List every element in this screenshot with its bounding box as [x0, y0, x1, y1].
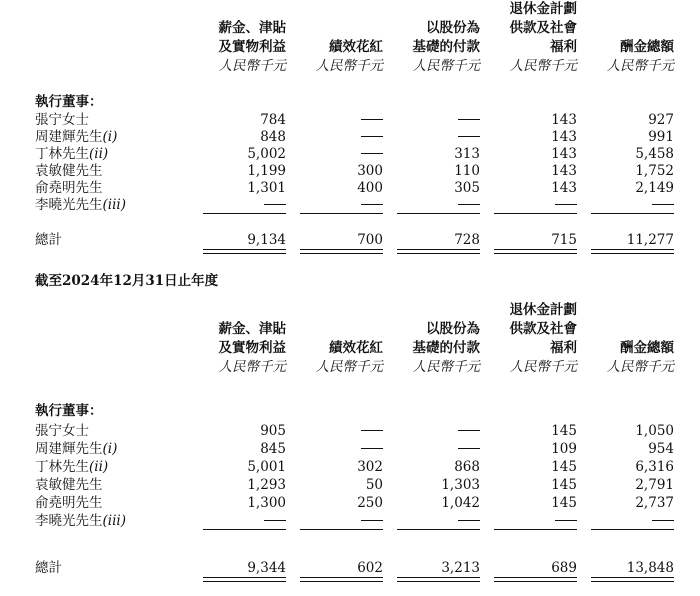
value-cell: 145: [551, 495, 577, 511]
col-header-line: 及實物利益: [218, 39, 286, 55]
total-cell: 3,213: [441, 560, 480, 576]
total-double-rule: [203, 577, 286, 582]
value-cell: 2,149: [635, 180, 674, 196]
total-double-rule: [397, 249, 480, 254]
dash-cell: [361, 423, 383, 439]
total-double-rule: [300, 577, 383, 582]
col-unit: 人民幣千元: [218, 359, 286, 375]
value-cell: 5,002: [247, 146, 286, 162]
col-header-line: 退休金計劃: [509, 1, 577, 17]
value-cell: 145: [551, 477, 577, 493]
col-header-line: 福利: [550, 39, 577, 55]
col-unit: 人民幣千元: [218, 58, 286, 74]
dash-cell: [458, 423, 480, 439]
value-cell: 313: [454, 146, 480, 162]
dash-cell: [652, 197, 674, 213]
col-header-line: 薪金、津貼: [218, 20, 286, 36]
dash-cell: [458, 129, 480, 145]
col-header-bonus: [316, 38, 384, 76]
subtotal-rule: [494, 213, 577, 214]
total-cell: 602: [357, 560, 383, 576]
value-cell: 305: [454, 180, 480, 196]
value-cell: 143: [551, 112, 577, 128]
col-header-line: 酬金總額: [620, 340, 674, 356]
director-name: 俞堯明先生: [35, 495, 103, 511]
value-cell: 6,316: [635, 459, 674, 475]
total-double-rule: [203, 249, 286, 254]
subtotal-rule: [300, 529, 383, 530]
col-header-line: 績效花紅: [329, 340, 383, 356]
dash-cell: [458, 441, 480, 457]
director-name: 周建輝先生(i): [35, 129, 118, 145]
total-cell: 13,848: [626, 560, 674, 576]
value-cell: 2,737: [635, 495, 674, 511]
dash-cell: [264, 197, 286, 213]
col-header-line: 酬金總額: [620, 39, 674, 55]
director-name: 袁敏健先生: [35, 477, 103, 493]
col-header-line: 以股份為: [426, 20, 480, 36]
col-unit: 人民幣千元: [315, 359, 383, 375]
total-double-rule: [591, 249, 674, 254]
col-header-line: 供款及社會: [509, 20, 577, 36]
dash-cell: [361, 441, 383, 457]
total-double-rule: [397, 577, 480, 582]
total-label: 總計: [35, 560, 62, 576]
total-double-rule: [591, 577, 674, 582]
director-name: 李曉光先生(iii): [35, 513, 126, 529]
col-header-line: 基礎的付款: [412, 340, 480, 356]
dash-cell: [652, 513, 674, 529]
value-cell: 784: [260, 112, 286, 128]
value-cell: 400: [357, 180, 383, 196]
dash-cell: [555, 513, 577, 529]
dash-cell: [361, 129, 383, 145]
col-unit: 人民幣千元: [412, 58, 480, 74]
value-cell: 1,300: [247, 495, 286, 511]
col-header-total: [607, 38, 675, 76]
value-cell: 1,303: [441, 477, 480, 493]
director-name: 張宁女士: [35, 423, 89, 439]
subtotal-rule: [203, 213, 286, 214]
value-cell: 109: [551, 441, 577, 457]
col-header-pension: [510, 0, 578, 76]
subtotal-rule: [203, 529, 286, 530]
value-cell: 905: [260, 423, 286, 439]
col-header-line: 薪金、津貼: [218, 321, 286, 337]
director-name: 周建輝先生(i): [35, 441, 118, 457]
total-double-rule: [300, 249, 383, 254]
dash-cell: [458, 197, 480, 213]
value-cell: 143: [551, 146, 577, 162]
subtotal-rule: [494, 529, 577, 530]
col-header-line: 以股份為: [426, 321, 480, 337]
value-cell: 302: [357, 459, 383, 475]
total-cell: 700: [357, 232, 383, 248]
col-unit: 人民幣千元: [509, 58, 577, 74]
value-cell: 991: [648, 129, 674, 145]
col-header-salary: [219, 320, 287, 377]
value-cell: 848: [260, 129, 286, 145]
value-cell: 1,301: [247, 180, 286, 196]
col-unit: 人民幣千元: [315, 58, 383, 74]
value-cell: 954: [648, 441, 674, 457]
value-cell: 143: [551, 129, 577, 145]
value-cell: 927: [648, 112, 674, 128]
dash-cell: [361, 513, 383, 529]
value-cell: 145: [551, 423, 577, 439]
director-name: 丁林先生(ii): [35, 459, 109, 475]
value-cell: 845: [260, 441, 286, 457]
col-header-line: 供款及社會: [509, 321, 577, 337]
col-header-total: [607, 339, 675, 377]
dash-cell: [361, 197, 383, 213]
dash-cell: [361, 112, 383, 128]
value-cell: 143: [551, 180, 577, 196]
col-unit: 人民幣千元: [606, 359, 674, 375]
period-title: 截至2024年12月31日止年度: [35, 273, 219, 289]
col-header-line: 基礎的付款: [412, 39, 480, 55]
value-cell: 1,042: [441, 495, 480, 511]
value-cell: 250: [357, 495, 383, 511]
col-header-share-based: [413, 19, 481, 76]
total-cell: 9,344: [247, 560, 286, 576]
total-cell: 728: [454, 232, 480, 248]
director-name: 張宁女士: [35, 112, 89, 128]
col-header-salary: [219, 19, 287, 76]
col-header-line: 退休金計劃: [509, 302, 577, 318]
value-cell: 50: [365, 477, 383, 493]
dash-cell: [555, 197, 577, 213]
subtotal-rule: [397, 529, 480, 530]
value-cell: 5,001: [247, 459, 286, 475]
subtotal-rule: [591, 529, 674, 530]
dash-cell: [458, 513, 480, 529]
col-header-line: 福利: [550, 340, 577, 356]
total-cell: 11,277: [626, 232, 674, 248]
col-unit: 人民幣千元: [509, 359, 577, 375]
director-name: 丁林先生(ii): [35, 146, 109, 162]
total-cell: 689: [551, 560, 577, 576]
col-header-line: 績效花紅: [329, 39, 383, 55]
subtotal-rule: [397, 213, 480, 214]
total-cell: 9,134: [247, 232, 286, 248]
total-double-rule: [494, 577, 577, 582]
value-cell: 1,199: [247, 163, 286, 179]
value-cell: 143: [551, 163, 577, 179]
section-label: 執行董事：: [35, 403, 103, 419]
value-cell: 5,458: [635, 146, 674, 162]
total-double-rule: [494, 249, 577, 254]
col-header-pension: [510, 301, 578, 377]
value-cell: 145: [551, 459, 577, 475]
value-cell: 1,752: [635, 163, 674, 179]
value-cell: 300: [357, 163, 383, 179]
dash-cell: [361, 146, 383, 162]
col-header-line: 及實物利益: [218, 340, 286, 356]
value-cell: 2,791: [635, 477, 674, 493]
total-cell: 715: [551, 232, 577, 248]
director-name: 李曉光先生(iii): [35, 197, 126, 213]
col-header-share-based: [413, 320, 481, 377]
col-unit: 人民幣千元: [606, 58, 674, 74]
col-unit: 人民幣千元: [412, 359, 480, 375]
director-name: 袁敏健先生: [35, 163, 103, 179]
subtotal-rule: [591, 213, 674, 214]
dash-cell: [458, 112, 480, 128]
subtotal-rule: [300, 213, 383, 214]
section-label: 執行董事：: [35, 94, 103, 110]
director-name: 俞堯明先生: [35, 180, 103, 196]
total-label: 總計: [35, 232, 62, 248]
value-cell: 1,293: [247, 477, 286, 493]
col-header-bonus: [316, 339, 384, 377]
dash-cell: [264, 513, 286, 529]
value-cell: 868: [454, 459, 480, 475]
value-cell: 110: [454, 163, 480, 179]
value-cell: 1,050: [635, 423, 674, 439]
